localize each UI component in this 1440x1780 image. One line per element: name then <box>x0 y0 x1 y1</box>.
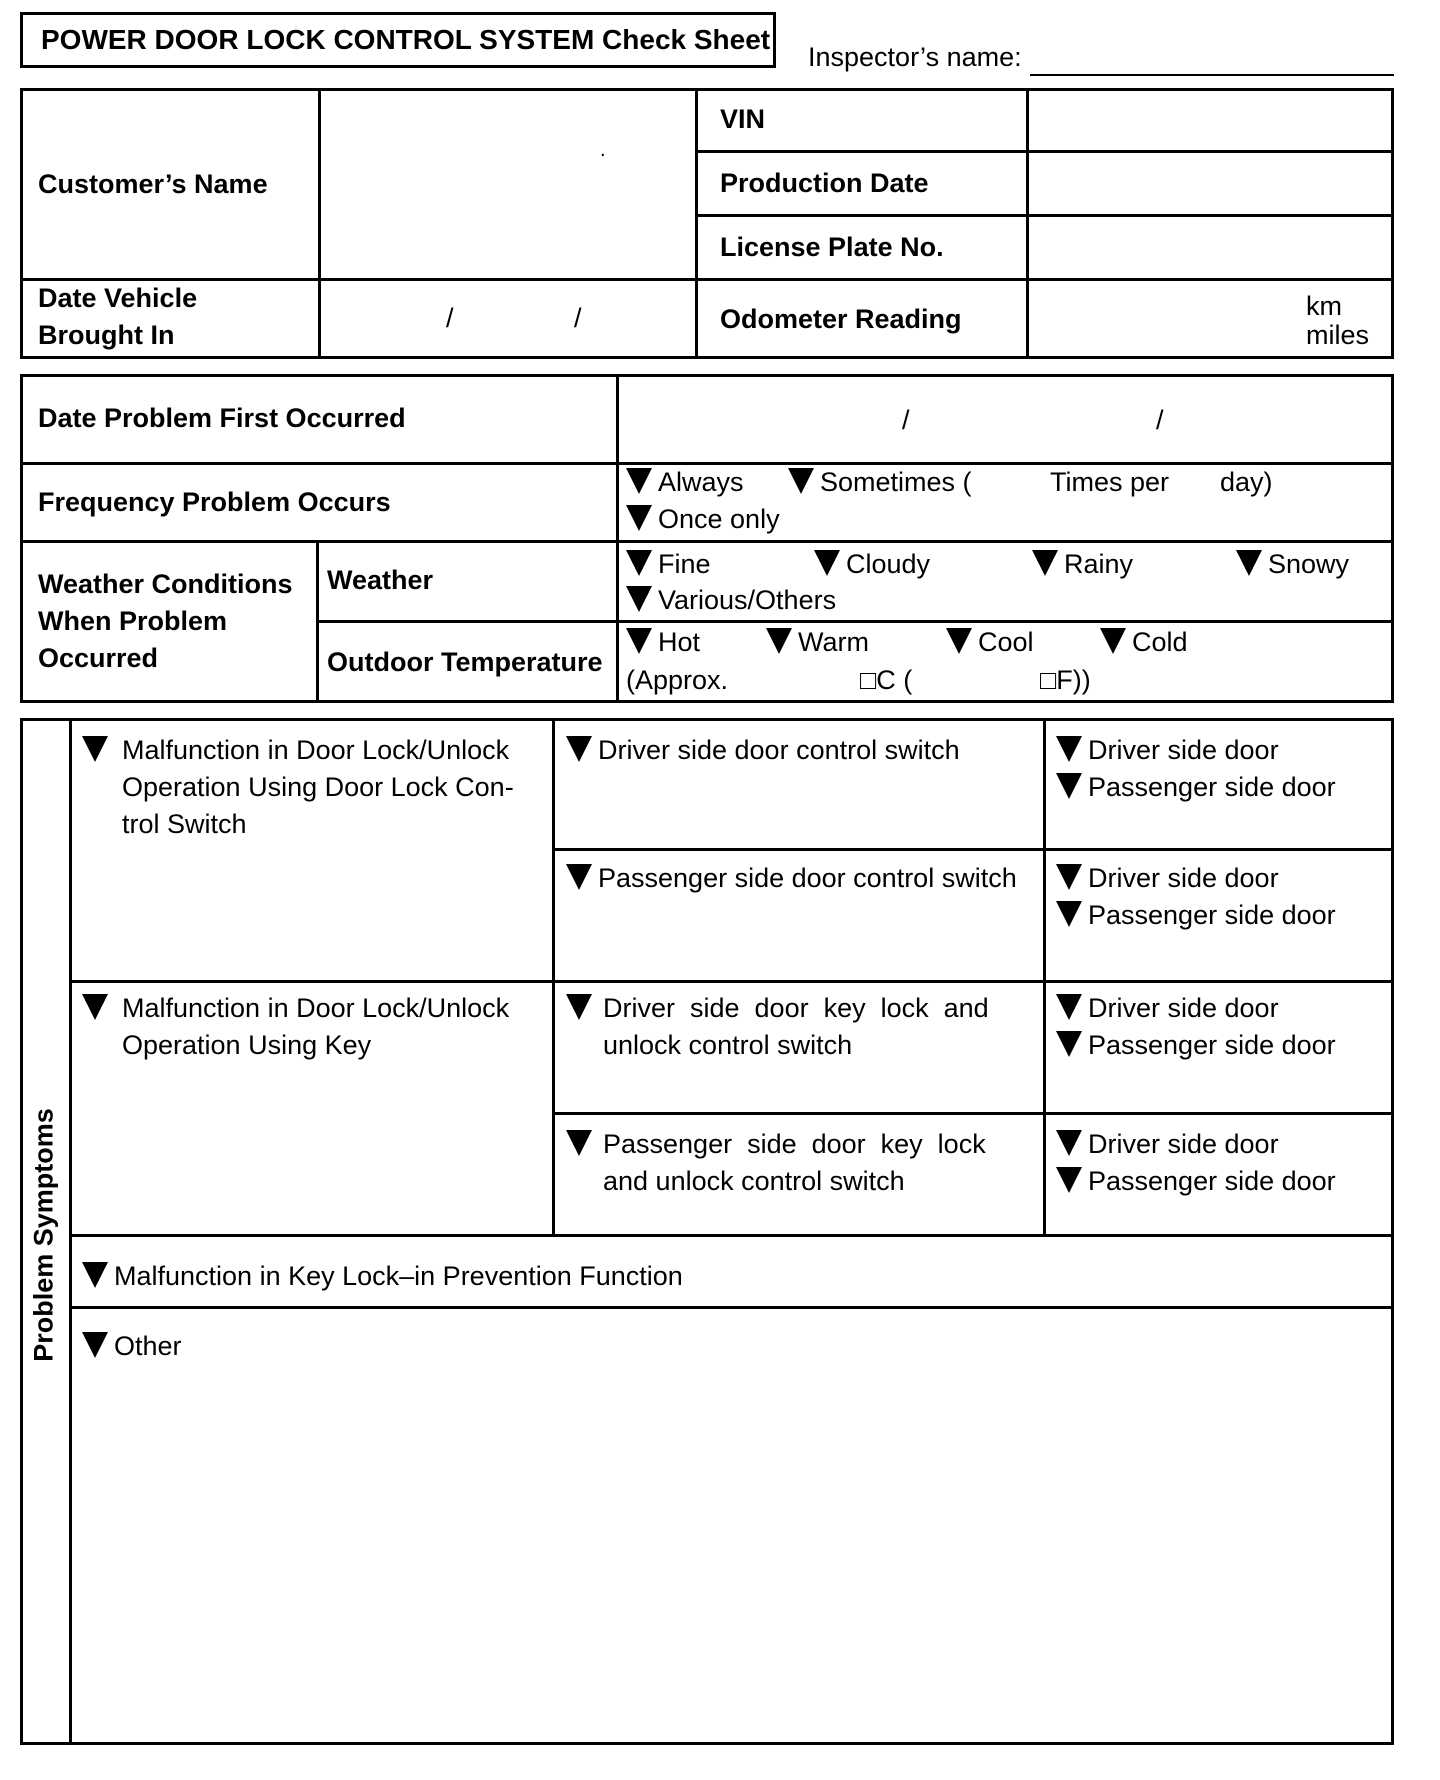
grid-line <box>1026 88 1029 359</box>
checkbox-triangle-icon <box>1056 1130 1082 1156</box>
passenger-key-line2: and unlock control switch <box>603 1166 905 1196</box>
checkbox-triangle-icon <box>1236 550 1262 576</box>
grid-line <box>1391 88 1394 359</box>
checkbox-triangle-icon <box>1056 901 1082 927</box>
inspector-name-field[interactable] <box>1030 74 1394 76</box>
temp-cool-option[interactable]: Cool <box>946 624 1034 661</box>
checkbox-triangle-icon <box>566 864 592 890</box>
weather-label: Weather <box>327 565 434 595</box>
passenger-door-option[interactable]: Passenger side door <box>1056 1163 1336 1200</box>
freq-once-option[interactable]: Once only <box>626 501 780 538</box>
checkbox-triangle-icon <box>1056 1167 1082 1193</box>
grid-line <box>316 620 1394 623</box>
checkbox-triangle-icon <box>1056 864 1082 890</box>
checkbox-triangle-icon <box>626 586 652 612</box>
grid-line <box>316 540 319 703</box>
switch-malfunction-line2: Operation Using Door Lock Con- <box>122 772 514 802</box>
passenger-door-option[interactable]: Passenger side door <box>1056 897 1336 934</box>
checkbox-triangle-icon <box>566 1130 592 1156</box>
switch-malfunction-option[interactable] <box>82 732 114 769</box>
grid-line <box>695 88 698 359</box>
grid-line <box>20 356 1394 359</box>
passenger-door-option[interactable]: Passenger side door <box>1056 769 1336 806</box>
weather-group-label-line2: When Problem <box>38 606 228 636</box>
checkbox-triangle-icon <box>626 628 652 654</box>
checkbox-triangle-icon <box>82 994 108 1020</box>
date-separator: / <box>446 303 454 333</box>
checkbox-triangle-icon <box>566 994 592 1020</box>
passenger-switch-option[interactable]: Passenger side door control switch <box>566 860 1017 897</box>
driver-key-line2: unlock control switch <box>603 1030 853 1060</box>
checkbox-triangle-icon <box>766 628 792 654</box>
license-plate-label: License Plate No. <box>720 232 944 262</box>
switch-malfunction-line1: Malfunction in Door Lock/Unlock <box>122 735 510 765</box>
weather-various-option[interactable]: Various/Others <box>626 582 836 619</box>
weather-group-label-line1: Weather Conditions <box>38 569 293 599</box>
checkbox-triangle-icon <box>82 1332 108 1358</box>
odometer-unit-miles: miles <box>1306 320 1370 350</box>
freq-day: day) <box>1220 467 1273 497</box>
passenger-key-option[interactable] <box>566 1126 598 1163</box>
grid-line <box>20 374 23 703</box>
driver-key-option[interactable] <box>566 990 598 1027</box>
key-malfunction-line1: Malfunction in Door Lock/Unlock <box>122 993 510 1023</box>
grid-line <box>20 718 1394 721</box>
weather-cloudy-option[interactable]: Cloudy <box>814 546 930 583</box>
grid-line <box>20 278 1394 281</box>
temp-approx: (Approx. <box>626 665 729 695</box>
checkbox-triangle-icon <box>1056 773 1082 799</box>
inspector-label: Inspector’s name: <box>808 42 1022 72</box>
page-title: POWER DOOR LOCK CONTROL SYSTEM Check Sheet <box>20 12 776 68</box>
date-separator: / <box>902 405 910 435</box>
problem-symptoms-side-label: Problem Symptoms <box>28 1108 59 1362</box>
driver-switch-option[interactable]: Driver side door control switch <box>566 732 960 769</box>
grid-line <box>20 88 1394 91</box>
grid-line <box>20 1742 1394 1745</box>
temp-fahrenheit: □F)) <box>1040 665 1091 695</box>
grid-line <box>69 1234 1394 1237</box>
temp-hot-option[interactable]: Hot <box>626 624 700 661</box>
grid-line <box>20 700 1394 703</box>
grid-line <box>20 88 23 359</box>
grid-line <box>1391 374 1394 703</box>
checkbox-triangle-icon <box>626 468 652 494</box>
grid-line <box>555 1112 1394 1115</box>
weather-snowy-option[interactable]: Snowy <box>1236 546 1349 583</box>
checkbox-triangle-icon <box>1056 994 1082 1020</box>
freq-sometimes-option[interactable]: Sometimes ( <box>788 464 972 501</box>
grid-line <box>20 374 1394 377</box>
driver-door-option[interactable]: Driver side door <box>1056 990 1279 1027</box>
grid-line <box>20 718 23 1745</box>
grid-line <box>69 980 1394 983</box>
checkbox-triangle-icon <box>1100 628 1126 654</box>
date-separator: / <box>1156 405 1164 435</box>
frequency-label: Frequency Problem Occurs <box>38 487 391 517</box>
grid-line <box>616 374 619 703</box>
key-malfunction-option[interactable] <box>82 990 114 1027</box>
switch-malfunction-line3: trol Switch <box>122 809 247 839</box>
driver-door-option[interactable]: Driver side door <box>1056 732 1279 769</box>
grid-line <box>1391 718 1394 1745</box>
checkbox-triangle-icon <box>1032 550 1058 576</box>
key-lockin-option[interactable]: Malfunction in Key Lock–in Prevention Function <box>82 1258 683 1295</box>
temp-cold-option[interactable]: Cold <box>1100 624 1188 661</box>
grid-line <box>695 214 1394 217</box>
temp-warm-option[interactable]: Warm <box>766 624 869 661</box>
driver-door-option[interactable]: Driver side door <box>1056 860 1279 897</box>
checkbox-triangle-icon <box>566 736 592 762</box>
passenger-key-line1: Passenger side door key lock <box>603 1129 986 1159</box>
other-option[interactable]: Other <box>82 1328 182 1365</box>
weather-rainy-option[interactable]: Rainy <box>1032 546 1133 583</box>
checkbox-triangle-icon <box>1056 736 1082 762</box>
date-separator: / <box>574 303 582 333</box>
passenger-door-option[interactable]: Passenger side door <box>1056 1027 1336 1064</box>
odometer-label: Odometer Reading <box>720 304 962 334</box>
production-date-label: Production Date <box>720 168 929 198</box>
freq-always-option[interactable]: Always <box>626 464 744 501</box>
date-brought-in-label-line1: Date Vehicle <box>38 283 198 313</box>
temp-celsius: □C ( <box>860 665 913 695</box>
driver-key-line1: Driver side door key lock and <box>603 993 989 1023</box>
checkbox-triangle-icon <box>626 550 652 576</box>
grid-line <box>318 88 321 359</box>
odometer-unit-km: km <box>1306 291 1342 321</box>
date-brought-in-label-line2: Brought In <box>38 320 175 350</box>
checkbox-triangle-icon <box>626 505 652 531</box>
freq-times-per: Times per <box>1050 467 1170 497</box>
grid-line <box>69 1306 1394 1309</box>
customer-name-label: Customer’s Name <box>38 169 268 199</box>
vin-label: VIN <box>720 104 766 134</box>
weather-fine-option[interactable]: Fine <box>626 546 711 583</box>
customer-name-mark: . <box>600 139 606 161</box>
checkbox-triangle-icon <box>946 628 972 654</box>
driver-door-option[interactable]: Driver side door <box>1056 1126 1279 1163</box>
grid-line <box>552 718 555 1237</box>
grid-line <box>1043 718 1046 1237</box>
weather-group-label-line3: Occurred <box>38 643 159 673</box>
date-first-occurred-label: Date Problem First Occurred <box>38 403 406 433</box>
checkbox-triangle-icon <box>1056 1031 1082 1057</box>
checkbox-triangle-icon <box>82 1262 108 1288</box>
outdoor-temperature-label: Outdoor Temperature <box>327 647 603 677</box>
grid-line <box>695 150 1394 153</box>
checkbox-triangle-icon <box>788 468 814 494</box>
checkbox-triangle-icon <box>814 550 840 576</box>
grid-line <box>69 718 72 1745</box>
grid-line <box>555 848 1394 851</box>
grid-line <box>20 540 1394 543</box>
key-malfunction-line2: Operation Using Key <box>122 1030 372 1060</box>
checkbox-triangle-icon <box>82 736 108 762</box>
